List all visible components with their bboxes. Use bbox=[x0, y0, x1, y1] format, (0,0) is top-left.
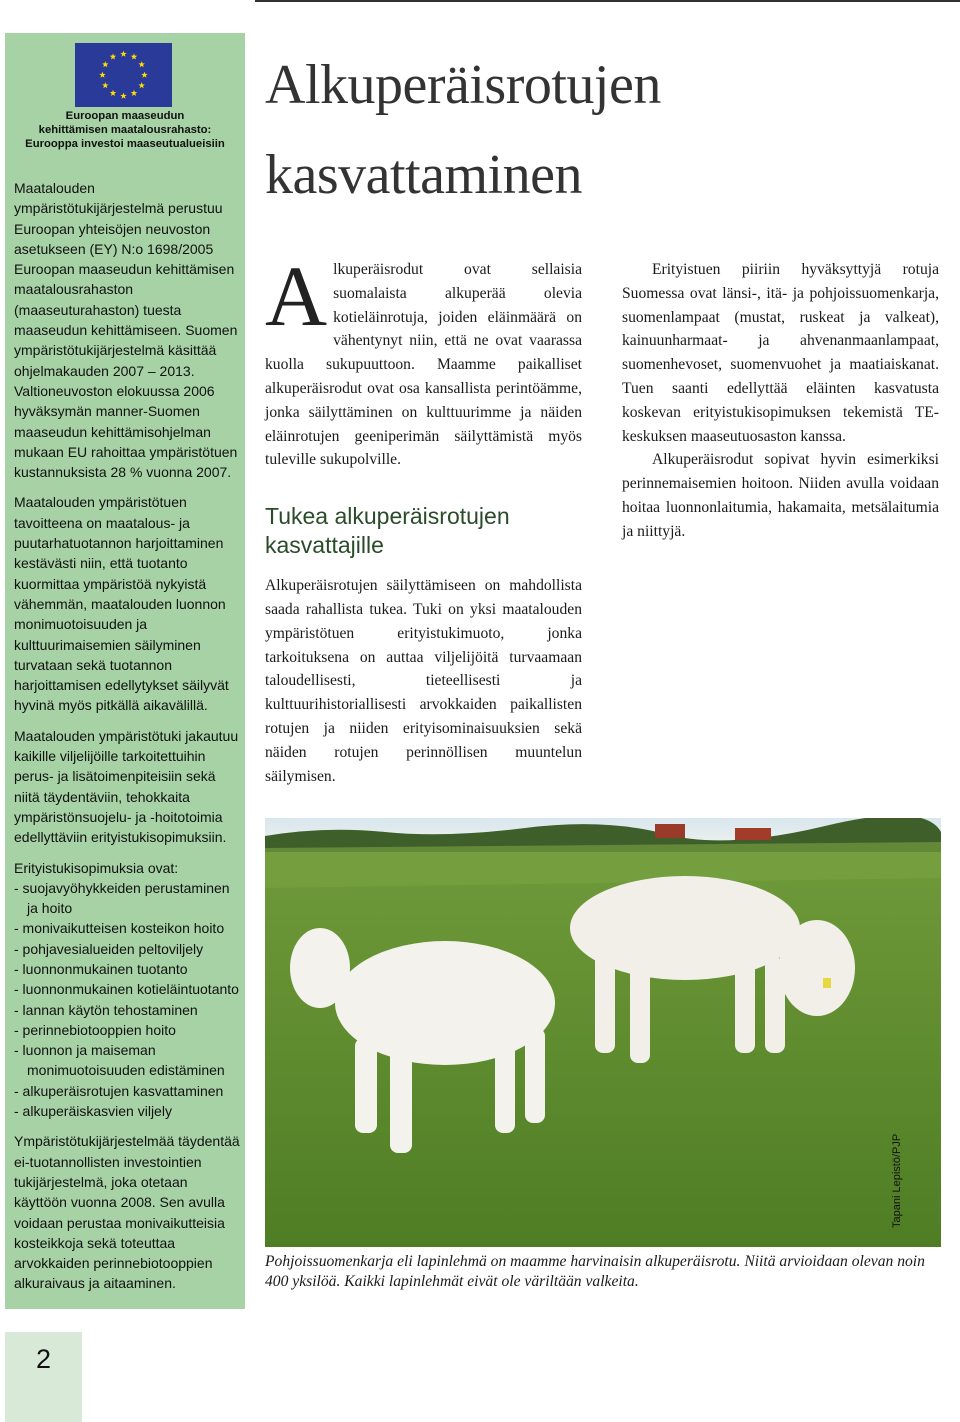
photo-credit: Tapani Lepistö/PJP bbox=[891, 1133, 903, 1228]
list-item: - luonnonmukainen tuotanto bbox=[14, 960, 188, 977]
page-title: Alkuperäisrotujen kasvattaminen bbox=[265, 54, 661, 206]
list-item: - monivaikutteisen kosteikon hoito bbox=[14, 920, 225, 937]
list-item: - alkuperäisrotujen kasvattaminen bbox=[14, 1082, 224, 1099]
photo-caption: Pohjoissuomenkarja eli lapinlehmä on maamme harvinaisin alkuperäisrotu. Niitä arvioidaan olevan noin 400 yksilöä. Kaikki lapinlehmät eivät ole väriltään valkeita. bbox=[265, 1253, 925, 1290]
article-intro: Alkuperäisrodut ovat sellaisia suomalaista alkuperää olevia kotieläinrotuja, joiden eläinmäärä on vähentynyt niin, että ne ovat vaarassa kuolla sukupuuttoon. Maamme paikalliset alkuperäisrodut ovat osa kansallista perintöämme, jonka säilyttäminen on kulttuurimme ja näiden eläinrotujen geeniperimän säilyttämistä myös tuleville sukupolville. bbox=[265, 248, 582, 469]
fund-caption: Euroopan maaseudun kehittämisen maatalousrahasto: Eurooppa investoi maaseutualueisiin bbox=[25, 110, 225, 150]
sidebar-closing: Ympäristötukijärjestelmää täydentää ei-tuotannollisten investointien tukijärjestelmä, joka otetaan käyttöön vuonna 2008. Sen avulla voidaan perustaa monivaikutteisia kosteikkoja sekä toteuttaa arvokkaiden perinnebiotooppien alkuraivaus ja aitaaminen. bbox=[14, 1133, 240, 1292]
article-column-2 bbox=[622, 258, 939, 544]
list-item: - luonnon ja maiseman monimuotoisuuden edistäminen bbox=[14, 1042, 225, 1079]
cow-photo bbox=[265, 818, 941, 1247]
list-item: - pohjavesialueiden peltoviljely bbox=[14, 940, 204, 957]
article-paragraph: Alkuperäisrodut sopivat hyvin esimerkiksi perinnemaisemien hoitoon. Niiden avulla voidaan hoitaa luonnonlaitumia, hakamaita, metsälaitumia ja niittyjä. bbox=[622, 451, 939, 540]
list-item: - luonnonmukainen kotieläintuotanto bbox=[14, 981, 239, 998]
article-subheading: Tukea alkuperäisrotujen kasvattajille bbox=[265, 503, 510, 559]
list-item: - perinnebiotooppien hoito bbox=[14, 1021, 176, 1038]
page-number-box bbox=[5, 1332, 82, 1422]
list-item: - lannan käytön tehostaminen bbox=[14, 1001, 198, 1018]
sidebar-text bbox=[14, 178, 242, 1304]
sidebar-paragraph: Maatalouden ympäristötuen tavoitteena on maatalous- ja puutarhatuotannon harjoittaminen kestävästi niin, että tuotanto kuormittaa ympäristöä nykyistä vähemmän, maatalouden luonnon monimuotoisuuden ja kulttuurimaisemien säilyminen turvataan sekä tuotannon harjoittamisen edellytykset säilyvät hyvinä myös pitkällä aikavälillä. bbox=[14, 494, 229, 714]
sidebar-list-heading: Erityistukisopimuksia ovat: bbox=[14, 859, 179, 876]
list-item: - alkuperäiskasvien viljely bbox=[14, 1103, 172, 1120]
top-rule bbox=[255, 0, 960, 2]
dropcap: A bbox=[265, 248, 328, 344]
sidebar-list bbox=[14, 878, 242, 1122]
article-column-1 bbox=[265, 248, 582, 788]
page-number: 2 bbox=[35, 1344, 52, 1374]
list-item: - suojavyöhykkeiden perustaminen ja hoito bbox=[14, 879, 230, 917]
sidebar bbox=[5, 33, 245, 1309]
article-paragraph: Alkuperäisrotujen säilyttämiseen on mahdollista saada rahallista tukea. Tuki on yksi maatalouden ympäristötuen erityistukimuoto, jonka tarkoituksena on auttaa viljelijöitä turvaamaan taloudellisesti, tieteellisesti ja kulttuurihistoriallisesti arvokkaiden paikallisten rotujen ja niiden erityisominaisuuksien sekä näiden rotujen perinnöllisen muuntelun säilymisen. bbox=[265, 577, 582, 785]
sidebar-paragraph: Maatalouden ympäristötukijärjestelmä perustuu Euroopan yhteisöjen neuvoston asetukseen (EY) N:o 1698/2005 Euroopan maaseudun kehittämisen maatalousrahaston (maaseuturahaston) tuesta maaseudun kehittämiseen. Suomen ympäristötukijärjestelmä käsittää ohjelmakauden 2007 – 2013. Valtioneuvoston elokuussa 2006 hyväksymän manner-Suomen maaseudun kehittämisohjelman mukaan EU rahoittaa ympäristötuen kustannuksista 28 % vuonna 2007. bbox=[14, 180, 238, 481]
sidebar-paragraph: Maatalouden ympäristötuki jakautuu kaikille viljelijöille tarkoitettuihin perus- ja lisätoimenpiteisiin sekä niitä täydentäviin, tehokkaita ympäristönsuojelu- ja -hoitotoimia edellyttäviin erityistukisopimuksiin. bbox=[14, 727, 239, 846]
eu-flag-logo bbox=[75, 43, 172, 107]
article-paragraph: Erityistuen piiriin hyväksyttyjä rotuja Suomessa ovat länsi-, itä- ja pohjoissuomenkarja, suomenlampaat (mustat, ruskeat ja valkeat), kainuunharmaat- ja ahvenanmaanlampaat, suomenhevoset, suomenvuohet ja maatiaiskanat. Tuen saanti edellyttää eläinten kasvatusta koskevan erityistukisopimuksen tekemistä TE-keskuksen maaseutuosaston kanssa. bbox=[622, 261, 939, 445]
